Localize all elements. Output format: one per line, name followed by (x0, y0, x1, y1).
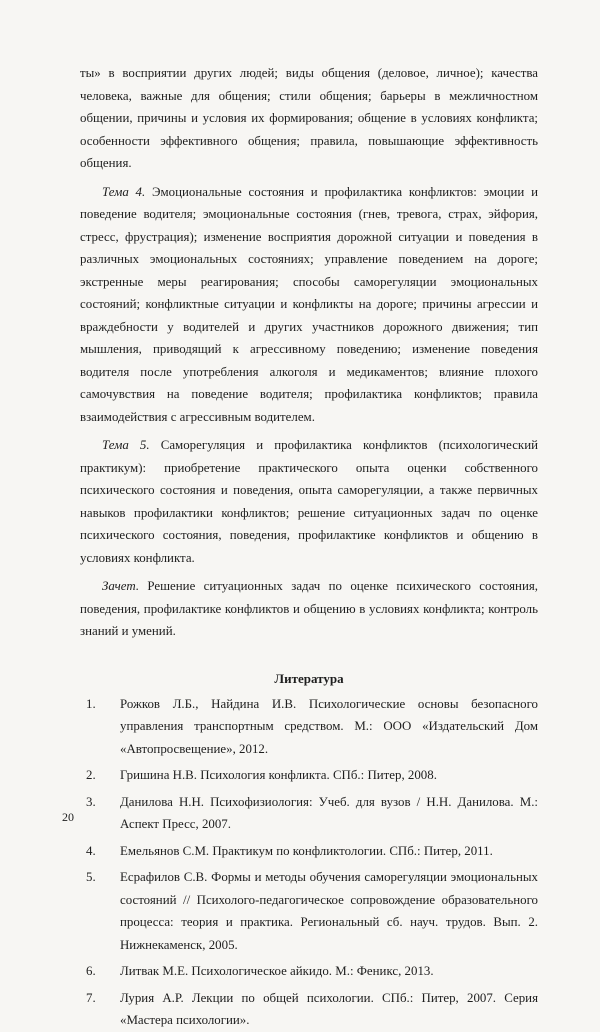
literature-item (80, 693, 538, 761)
item-text: Лурия А.Р. Лекции по общей психологии. СПб.: Питер, 2007. Серия «Мастера психологии». (120, 990, 538, 1027)
literature-item (80, 960, 538, 983)
paragraph-text: Решение ситуационных задач по оценке психического состояния, поведения, профилактике конфликтов и общению в условиях конфликта; контроль знаний и умений. (80, 579, 538, 638)
item-text: Есрафилов С.В. Формы и методы обучения саморегуляции эмоциональных состояний // Психолого-педагогическое сопровождение образовательного процесса: теория и практика. Региональный сб. науч. трудов. Вып. 2. Нижнекаменск, 2005. (120, 870, 538, 952)
item-text: Рожков Л.Б., Найдина И.В. Психологические основы безопасного управления транспортным средством. М.: ООО «Издательский Дом «Автопросвещение», 2012. (120, 696, 538, 756)
item-number: 7. (86, 990, 96, 1005)
paragraph-test (80, 575, 538, 643)
item-number: 3. (86, 794, 96, 809)
literature-list (80, 693, 538, 1032)
paragraph-text: Саморегуляция и профилактика конфликтов (психологический практикум): приобретение практического опыта оценки собственного психического состояния и поведения, опыта саморегуляции, а также первичных навыков профилактики конфликтов; решение ситуационных задач по оценке психического состояния, поведения, профилактике конфликтов и общению в условиях конфликта. (80, 438, 538, 565)
literature-item (80, 987, 538, 1032)
item-text: Емельянов С.М. Практикум по конфликтологии. СПб.: Питер, 2011. (120, 843, 493, 858)
literature-item (80, 764, 538, 787)
paragraph-lead: Зачет. (102, 579, 140, 593)
paragraph-1 (80, 62, 538, 175)
item-text: Данилова Н.Н. Психофизиология: Учеб. для вузов / Н.Н. Данилова. М.: Аспект Пресс, 2007. (120, 794, 538, 831)
paragraph-topic-5 (80, 434, 538, 569)
literature-item (80, 791, 538, 836)
literature-item (80, 866, 538, 956)
paragraph-text: Эмоциональные состояния и профилактика конфликтов: эмоции и поведение водителя; эмоциональные состояния (гнев, тревога, страх, эйфория, стресс, фрустрация); изменение восприятия дорожной ситуации и поведения в различных эмоциональных состояниях; управление поведением на дороге; экстренные меры реагирования; способы саморегуляции эмоциональных состояний; конфликтные ситуации и конфликты на дороге; причины агрессии и враждебности у водителей и других участников дорожного движения; тип мышления, приводящий к агрессивному поведению; изменение поведения водителя после употребления алкоголя и медикаментов; влияние плохого самочувствия на поведение водителя; профилактика конфликтов; правила взаимодействия с агрессивным водителем. (80, 184, 539, 424)
literature-heading: Литература (274, 670, 344, 686)
page-number: 20 (62, 810, 74, 824)
paragraph-lead: Тема 4. (102, 184, 146, 199)
paragraph-text: ты» в восприятии других людей; виды общения (деловое, личное); качества человека, важные для общения; стили общения; барьеры в межличностном общении, причины и условия их формирования; общение в условиях конфликта; особенности эффективного общения; правила, повышающие эффективность общения. (80, 66, 538, 170)
body-text (80, 62, 538, 643)
item-number: 6. (86, 964, 96, 978)
item-text: Литвак М.Е. Психологическое айкидо. М.: Феникс, 2013. (120, 964, 434, 978)
item-number: 4. (86, 843, 96, 858)
paragraph-lead: Тема 5. (102, 438, 150, 452)
item-number: 1. (86, 696, 96, 711)
literature-item (80, 840, 538, 863)
item-number: 2. (86, 768, 96, 782)
item-text: Гришина Н.В. Психология конфликта. СПб.: Питер, 2008. (120, 768, 437, 782)
paragraph-topic-4 (80, 181, 538, 429)
item-number: 5. (86, 870, 96, 884)
